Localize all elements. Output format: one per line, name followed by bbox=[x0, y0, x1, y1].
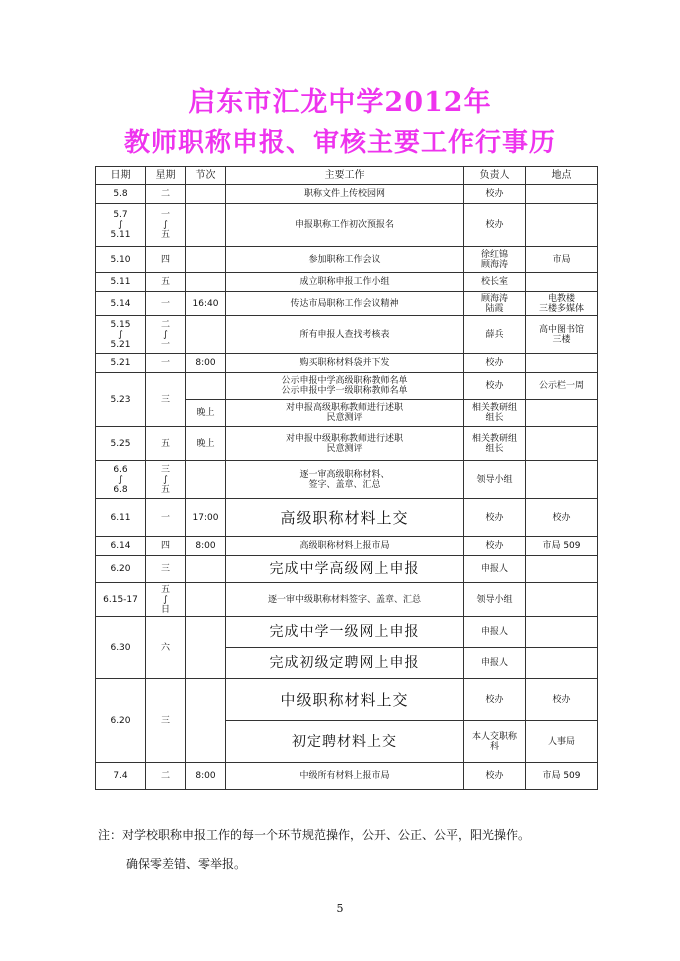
session-cell bbox=[186, 273, 226, 292]
owner-cell: 校办 bbox=[464, 373, 526, 400]
date-cell: 7.4 bbox=[96, 763, 146, 790]
owner-cell: 校办 bbox=[464, 354, 526, 373]
header-date: 日期 bbox=[96, 167, 146, 185]
schedule-table bbox=[95, 166, 598, 790]
date-cell: 5.11 bbox=[96, 273, 146, 292]
table-row bbox=[96, 292, 598, 316]
header-session: 节次 bbox=[186, 167, 226, 185]
place-cell bbox=[526, 354, 598, 373]
task-cell: 高级职称材料上报市局 bbox=[226, 537, 464, 556]
place-cell bbox=[526, 648, 598, 679]
table-row bbox=[96, 617, 598, 648]
date-cell: 5.7 ∫ 5.11 bbox=[96, 204, 146, 247]
table-row bbox=[96, 427, 598, 461]
session-cell: 8:00 bbox=[186, 763, 226, 790]
owner-cell: 领导小组 bbox=[464, 461, 526, 499]
owner-cell: 徐红锦 顾海涛 bbox=[464, 247, 526, 273]
date-cell: 5.23 bbox=[96, 373, 146, 427]
task-cell: 参加职称工作会议 bbox=[226, 247, 464, 273]
session-cell: 晚上 bbox=[186, 427, 226, 461]
date-cell: 6.30 bbox=[96, 617, 146, 679]
task-cell: 成立职称申报工作小组 bbox=[226, 273, 464, 292]
table-row bbox=[96, 273, 598, 292]
session-cell bbox=[186, 461, 226, 499]
place-cell: 校办 bbox=[526, 499, 598, 537]
week-cell: 六 bbox=[146, 617, 186, 679]
week-cell: 三 bbox=[146, 556, 186, 583]
week-cell: 二 ∫ 一 bbox=[146, 316, 186, 354]
task-cell: 完成初级定聘网上申报 bbox=[226, 648, 464, 679]
place-cell bbox=[526, 273, 598, 292]
place-cell: 公示栏一周 bbox=[526, 373, 598, 400]
place-cell: 电教楼 三楼多媒体 bbox=[526, 292, 598, 316]
task-cell: 申报职称工作初次预报名 bbox=[226, 204, 464, 247]
week-cell: 三 ∫ 五 bbox=[146, 461, 186, 499]
place-cell bbox=[526, 427, 598, 461]
task-cell: 购买职称材料袋并下发 bbox=[226, 354, 464, 373]
session-cell bbox=[186, 617, 226, 679]
date-cell: 6.15-17 bbox=[96, 583, 146, 617]
session-cell: 晚上 bbox=[186, 400, 226, 427]
task-cell: 传达市局职称工作会议精神 bbox=[226, 292, 464, 316]
owner-cell: 校办 bbox=[464, 499, 526, 537]
date-cell: 5.8 bbox=[96, 185, 146, 204]
week-cell: 三 bbox=[146, 679, 186, 763]
task-cell: 职称文件上传校园网 bbox=[226, 185, 464, 204]
owner-cell: 申报人 bbox=[464, 556, 526, 583]
table-header-row bbox=[96, 167, 598, 185]
session-cell: 8:00 bbox=[186, 537, 226, 556]
week-cell: 一 bbox=[146, 499, 186, 537]
place-cell bbox=[526, 617, 598, 648]
task-cell: 高级职称材料上交 bbox=[226, 499, 464, 537]
date-cell: 5.10 bbox=[96, 247, 146, 273]
note-line-2: 确保零差错、零举报。 bbox=[126, 857, 247, 871]
header-task: 主要工作 bbox=[226, 167, 464, 185]
header-week: 星期 bbox=[146, 167, 186, 185]
note-line-1: 注：对学校职称申报工作的每一个环节规范操作，公开、公正、公平，阳光操作。 bbox=[98, 828, 531, 842]
table-row bbox=[96, 556, 598, 583]
owner-cell: 相关教研组 组长 bbox=[464, 400, 526, 427]
date-cell: 5.25 bbox=[96, 427, 146, 461]
owner-cell: 顾海涛 陆霞 bbox=[464, 292, 526, 316]
task-cell: 完成中学一级网上申报 bbox=[226, 617, 464, 648]
owner-cell: 校长室 bbox=[464, 273, 526, 292]
week-cell: 一 bbox=[146, 354, 186, 373]
place-cell bbox=[526, 185, 598, 204]
table-row bbox=[96, 316, 598, 354]
owner-cell: 校办 bbox=[464, 185, 526, 204]
task-cell: 完成中学高级网上申报 bbox=[226, 556, 464, 583]
owner-cell: 校办 bbox=[464, 679, 526, 721]
session-cell bbox=[186, 316, 226, 354]
owner-cell: 本人交职称 科 bbox=[464, 721, 526, 763]
table-row bbox=[96, 763, 598, 790]
table-row bbox=[96, 537, 598, 556]
place-cell: 高中图书馆 三楼 bbox=[526, 316, 598, 354]
date-cell: 5.14 bbox=[96, 292, 146, 316]
table-row bbox=[96, 354, 598, 373]
owner-cell: 申报人 bbox=[464, 648, 526, 679]
owner-cell: 申报人 bbox=[464, 617, 526, 648]
owner-cell: 校办 bbox=[464, 763, 526, 790]
task-cell: 逐一审中级职称材料签字、盖章、汇总 bbox=[226, 583, 464, 617]
table-row bbox=[96, 247, 598, 273]
session-cell bbox=[186, 556, 226, 583]
session-cell bbox=[186, 247, 226, 273]
date-cell: 6.14 bbox=[96, 537, 146, 556]
week-cell: 四 bbox=[146, 537, 186, 556]
week-cell: 五 ∫ 日 bbox=[146, 583, 186, 617]
task-cell: 所有申报人查找考核表 bbox=[226, 316, 464, 354]
date-cell: 6.6 ∫ 6.8 bbox=[96, 461, 146, 499]
table-row bbox=[96, 461, 598, 499]
table-row bbox=[96, 373, 598, 400]
owner-cell: 校办 bbox=[464, 537, 526, 556]
week-cell: 四 bbox=[146, 247, 186, 273]
place-cell: 人事局 bbox=[526, 721, 598, 763]
place-cell bbox=[526, 461, 598, 499]
session-cell: 8:00 bbox=[186, 354, 226, 373]
owner-cell: 薛兵 bbox=[464, 316, 526, 354]
table-row bbox=[96, 185, 598, 204]
owner-cell: 校办 bbox=[464, 204, 526, 247]
place-cell bbox=[526, 204, 598, 247]
session-cell bbox=[186, 204, 226, 247]
table-row bbox=[96, 499, 598, 537]
date-cell: 5.15 ∫ 5.21 bbox=[96, 316, 146, 354]
task-cell: 中级所有材料上报市局 bbox=[226, 763, 464, 790]
table-row bbox=[96, 679, 598, 721]
session-cell bbox=[186, 679, 226, 763]
task-cell: 对申报中级职称教师进行述职 民意测评 bbox=[226, 427, 464, 461]
title-line-2: 教师职称申报、审核主要工作行事历 bbox=[123, 128, 556, 158]
place-cell: 校办 bbox=[526, 679, 598, 721]
week-cell: 一 bbox=[146, 292, 186, 316]
header-owner: 负责人 bbox=[464, 167, 526, 185]
date-cell: 6.11 bbox=[96, 499, 146, 537]
task-cell: 对申报高级职称教师进行述职 民意测评 bbox=[226, 400, 464, 427]
owner-cell: 相关教研组 组长 bbox=[464, 427, 526, 461]
date-cell: 6.20 bbox=[96, 556, 146, 583]
week-cell: 一 ∫ 五 bbox=[146, 204, 186, 247]
place-cell: 市局 509 bbox=[526, 763, 598, 790]
header-place: 地点 bbox=[526, 167, 598, 185]
session-cell: 17:00 bbox=[186, 499, 226, 537]
week-cell: 五 bbox=[146, 273, 186, 292]
title-line-1: 启东市汇龙中学2012年 bbox=[188, 87, 492, 118]
table-row bbox=[96, 583, 598, 617]
date-cell: 5.21 bbox=[96, 354, 146, 373]
week-cell: 二 bbox=[146, 763, 186, 790]
week-cell: 二 bbox=[146, 185, 186, 204]
task-cell: 初定聘材料上交 bbox=[226, 721, 464, 763]
week-cell: 三 bbox=[146, 373, 186, 427]
week-cell: 五 bbox=[146, 427, 186, 461]
session-cell: 16:40 bbox=[186, 292, 226, 316]
place-cell bbox=[526, 583, 598, 617]
task-cell: 中级职称材料上交 bbox=[226, 679, 464, 721]
table-row bbox=[96, 204, 598, 247]
session-cell bbox=[186, 185, 226, 204]
place-cell: 市局 509 bbox=[526, 537, 598, 556]
owner-cell: 领导小组 bbox=[464, 583, 526, 617]
date-cell: 6.20 bbox=[96, 679, 146, 763]
session-cell bbox=[186, 583, 226, 617]
place-cell bbox=[526, 400, 598, 427]
place-cell bbox=[526, 556, 598, 583]
place-cell: 市局 bbox=[526, 247, 598, 273]
task-cell: 公示申报中学高级职称教师名单 公示申报中学一级职称教师名单 bbox=[226, 373, 464, 400]
task-cell: 逐一审高级职称材料、 签字、盖章、汇总 bbox=[226, 461, 464, 499]
page-number: 5 bbox=[336, 902, 344, 915]
session-cell bbox=[186, 373, 226, 400]
